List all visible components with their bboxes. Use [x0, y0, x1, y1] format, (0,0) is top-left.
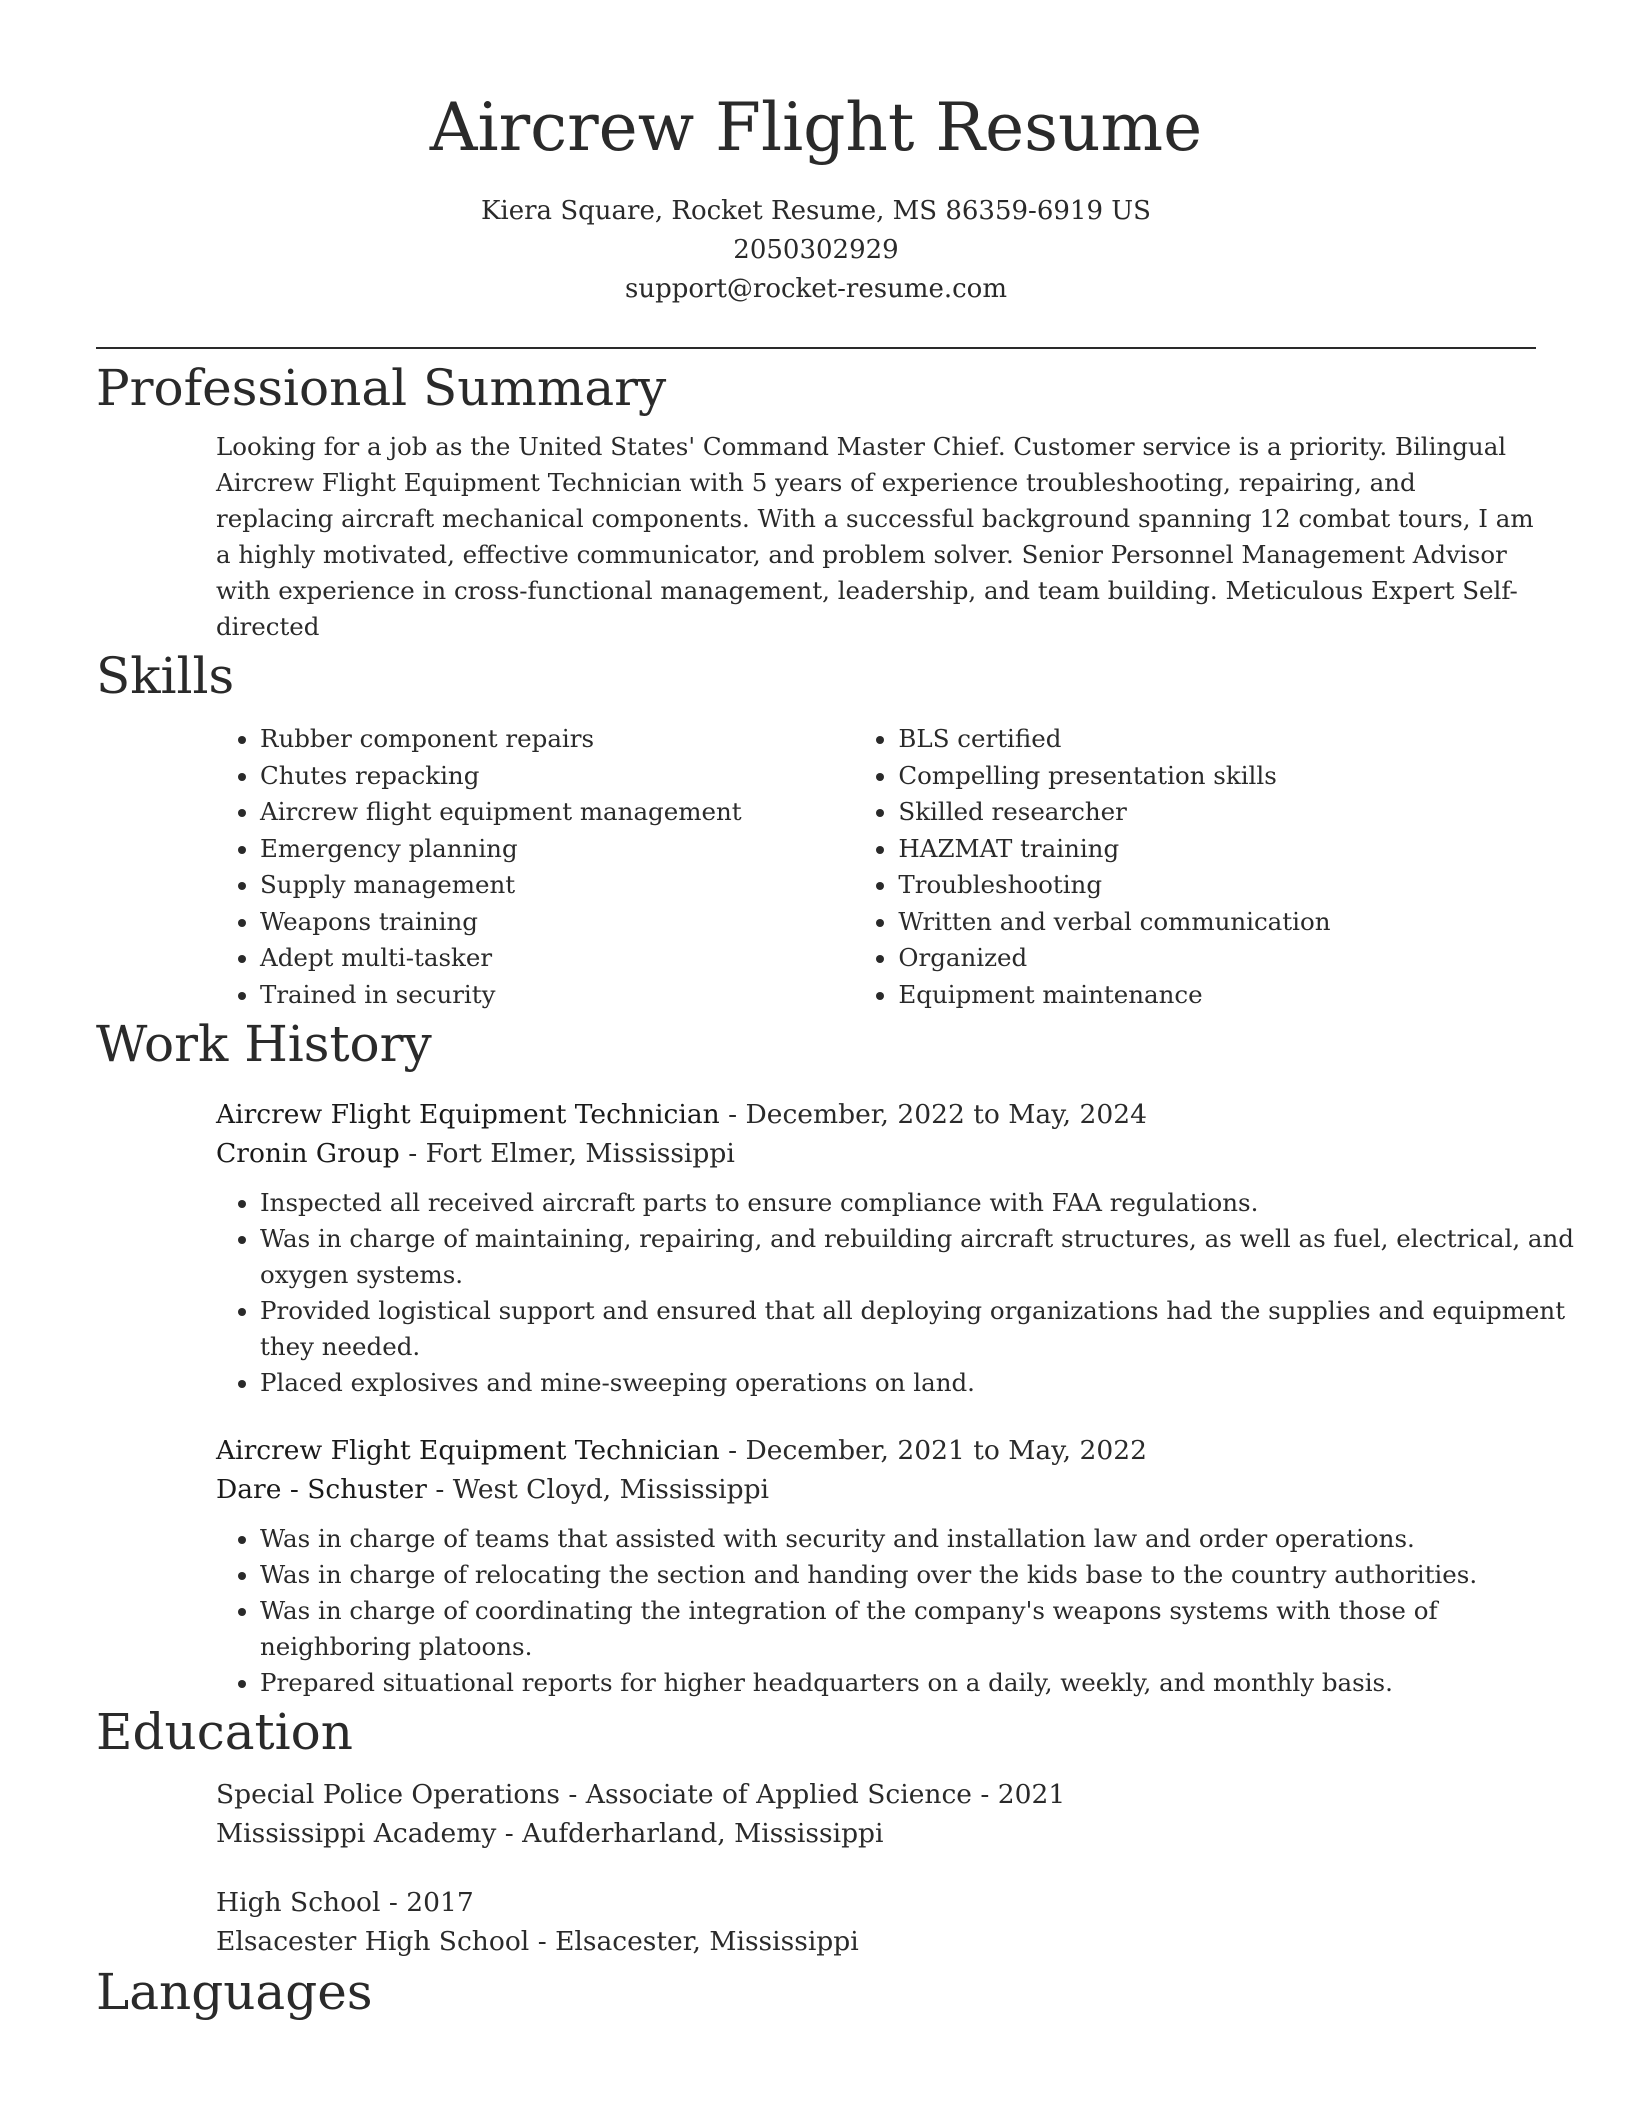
resume-title: Aircrew Flight Resume	[429, 89, 1203, 166]
skill-item: • Aircrew flight equipment management	[260, 794, 854, 831]
education-school-line	[216, 1922, 1536, 1961]
job-title-line	[216, 1095, 1536, 1134]
job-bullet: • Provided logistical support and ensured that all deploying organizations had the supplies and equipment they needed.	[260, 1293, 1580, 1365]
skill-item: • Rubber component repairs	[260, 721, 854, 758]
header-divider	[96, 347, 1536, 349]
education-school: Elsacester High School	[216, 1926, 530, 1957]
job-company: Cronin Group	[216, 1138, 400, 1169]
job-location: - West Cloyd, Mississippi	[426, 1474, 770, 1505]
job-bullet: • Was in charge of coordinating the integration of the company's weapons systems with those of neighboring platoons.	[260, 1593, 1580, 1665]
skill-item: • Troubleshooting	[898, 867, 1536, 904]
job-bullet: • Prepared situational reports for higher headquarters on a daily, weekly, and monthly basis.	[260, 1665, 1580, 1701]
job-company-line	[216, 1134, 1536, 1173]
skill-item: • Written and verbal communication	[898, 904, 1536, 941]
education-entry	[216, 1883, 1536, 1961]
job-dates: - December, 2022 to May, 2024	[719, 1099, 1147, 1130]
job-dates: - December, 2021 to May, 2022	[719, 1435, 1147, 1466]
skill-item: • HAZMAT training	[898, 831, 1536, 868]
job-title: Aircrew Flight Equipment Technician	[216, 1435, 720, 1466]
skill-item: • Trained in security	[260, 977, 854, 1014]
skill-item: • Emergency planning	[260, 831, 854, 868]
education-program-line	[216, 1883, 1536, 1922]
skill-item: • BLS certified	[898, 721, 1536, 758]
job-entry	[216, 1095, 1574, 1401]
contact-block	[96, 192, 1536, 309]
education-program-line	[216, 1775, 1536, 1814]
education-location: - Aufderharland, Mississippi	[496, 1818, 884, 1849]
skills-heading: Skills	[96, 647, 235, 705]
work-history-heading: Work History	[96, 1015, 432, 1073]
job-bullet: • Was in charge of maintaining, repairing, and rebuilding aircraft structures, as well as fuel, electrical, and oxygen systems.	[260, 1221, 1580, 1293]
contact-email: support@rocket-resume.com	[624, 274, 1007, 304]
job-title: Aircrew Flight Equipment Technician	[216, 1099, 720, 1130]
job-entry	[216, 1431, 1536, 1701]
skills-columns	[216, 721, 1536, 1013]
job-bullets	[216, 1521, 1580, 1701]
education-school-line	[216, 1814, 1536, 1853]
job-title-line	[216, 1431, 1536, 1470]
skill-item: • Adept multi-tasker	[260, 940, 854, 977]
skill-item: • Chutes repacking	[260, 758, 854, 795]
languages-heading: Languages	[96, 1963, 373, 2021]
education-year: - 2017	[380, 1887, 474, 1918]
summary-heading: Professional Summary	[96, 359, 667, 417]
job-bullet: • Placed explosives and mine-sweeping operations on land.	[260, 1365, 1580, 1401]
job-bullets	[216, 1185, 1580, 1401]
education-heading: Education	[96, 1703, 353, 1761]
education-school: Mississippi Academy	[216, 1818, 497, 1849]
job-location: - Fort Elmer, Mississippi	[399, 1138, 735, 1169]
job-company-line	[216, 1470, 1536, 1509]
job-company: Dare - Schuster	[216, 1474, 427, 1505]
contact-phone: 2050302929	[733, 235, 899, 265]
education-program: High School	[216, 1887, 381, 1918]
skill-item: • Compelling presentation skills	[898, 758, 1536, 795]
skill-item: • Equipment maintenance	[898, 977, 1536, 1014]
skill-item: • Organized	[898, 940, 1536, 977]
education-year: - 2021	[972, 1779, 1066, 1810]
skill-item: • Supply management	[260, 867, 854, 904]
skill-item: • Weapons training	[260, 904, 854, 941]
job-bullet: • Was in charge of relocating the section and handing over the kids base to the country authorities.	[260, 1557, 1580, 1593]
job-bullet: • Was in charge of teams that assisted with security and installation law and order operations.	[260, 1521, 1580, 1557]
education-program: Special Police Operations - Associate of Applied Science	[216, 1779, 972, 1810]
resume-page	[96, 0, 1574, 2023]
skills-column-left	[216, 721, 854, 1013]
education-location: - Elsacester, Mississippi	[529, 1926, 859, 1957]
skill-item: • Skilled researcher	[898, 794, 1536, 831]
education-entry	[216, 1775, 1536, 1853]
summary-text: Looking for a job as the United States' Command Master Chief. Customer service is a priority. Bilingual Aircrew Flight Equipment Technician with 5 years of experience troubleshooting, repairing, and replacing aircraft mechanical components. With a successful background spanning 12 combat tours, I am a highly motivated, effective communicator, and problem solver. Senior Personnel Management Advisor with experience in cross-functional management, leadership, and team building. Meticulous Expert Self-directed	[216, 432, 1534, 641]
skills-column-right	[854, 721, 1536, 1013]
job-bullet: • Inspected all received aircraft parts to ensure compliance with FAA regulations.	[260, 1185, 1580, 1221]
contact-address: Kiera Square, Rocket Resume, MS 86359-6919 US	[481, 196, 1151, 226]
